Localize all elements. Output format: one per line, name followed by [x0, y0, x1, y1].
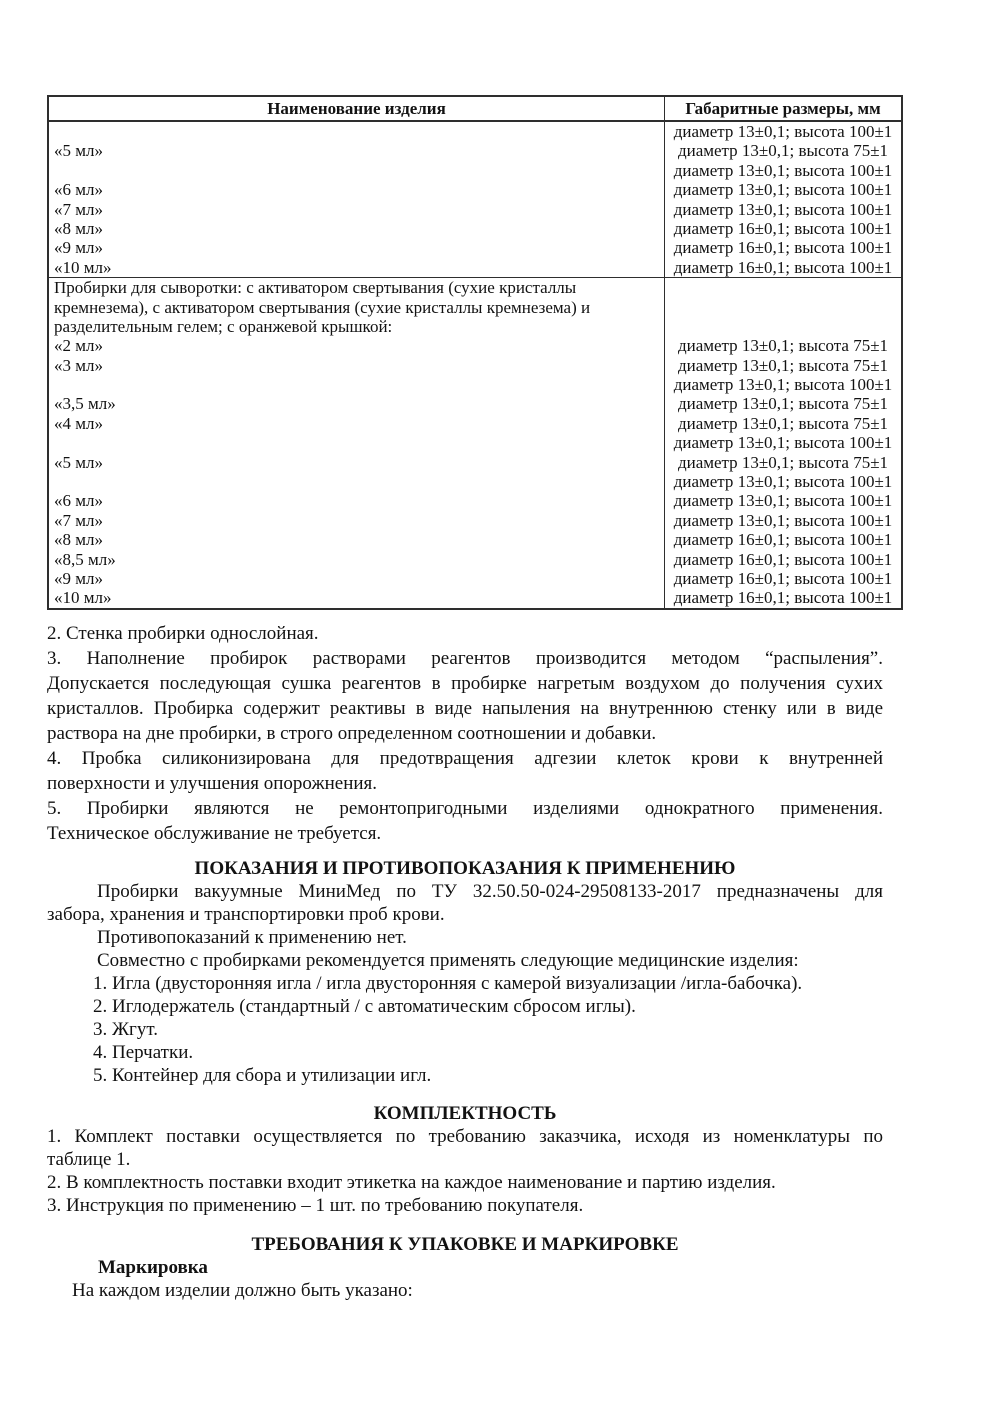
subheading-marking: Маркировка	[98, 1257, 208, 1278]
table-header-dimensions: Габаритные размеры, мм	[685, 99, 881, 118]
product-name-line: «5 мл»	[54, 141, 103, 161]
serum-tubes-dimensions-cell	[665, 278, 901, 608]
product-name-line: кремнезема), с активатором свертывания (сухие кристаллы кремнезема) и	[54, 297, 591, 317]
dimension-line: диаметр 16±0,1; высота 100±1	[673, 549, 893, 569]
dimension-line: диаметр 16±0,1; высота 100±1	[673, 218, 893, 238]
product-name-line	[49, 161, 664, 180]
product-name-line: «9 мл»	[54, 238, 103, 258]
paragraph-marking-intro	[47, 1279, 883, 1302]
text-line: 5. Контейнер для сбора и утилизации игл.	[93, 1065, 432, 1086]
dimension-line	[665, 298, 901, 317]
paragraph-single-use	[47, 796, 883, 846]
table-group-vacuum-tubes	[49, 122, 901, 277]
text-line: 4. Пробка силиконизирована для предотвращения адгезии клеток крови к внутренней	[47, 748, 883, 769]
serum-tubes-names-cell	[49, 278, 665, 608]
text-line: 2. Иглодержатель (стандартный / с автоматическим сбросом иглы).	[93, 996, 636, 1017]
dimension-line: диаметр 16±0,1; высота 100±1	[673, 568, 893, 588]
product-name-line: «4 мл»	[54, 413, 103, 433]
text-line: Совместно с пробирками рекомендуется применять следующие медицинские изделия:	[97, 950, 799, 971]
product-name-line: «6 мл»	[54, 180, 103, 200]
heading-packaging-marking: ТРЕБОВАНИЯ К УПАКОВКЕ И МАРКИРОВКЕ	[251, 1234, 679, 1255]
product-name-line: разделительным гелем; с оранжевой крышкой:	[54, 316, 393, 336]
text-line: кристаллов. Пробирка содержит реактивы в виде напыления на внутреннюю стенку или в виде	[47, 698, 883, 719]
text-line: 4. Перчатки.	[93, 1042, 194, 1063]
product-name-line	[49, 433, 664, 452]
text-line: поверхности и улучшения опорожнения.	[47, 773, 378, 794]
product-name-line	[49, 122, 664, 141]
paragraph-filling-method	[47, 646, 883, 746]
text-line: 2. В комплектность поставки входит этикетка на каждое наименование и партию изделия.	[47, 1172, 776, 1193]
dimension-line: диаметр 13±0,1; высота 100±1	[673, 199, 893, 219]
paragraph-no-contraindications	[47, 926, 883, 949]
product-name-line: «5 мл»	[54, 452, 103, 472]
dimension-line: диаметр 13±0,1; высота 100±1	[673, 433, 893, 453]
dimension-line: диаметр 16±0,1; высота 100±1	[673, 257, 893, 277]
text-line: На каждом изделии должно быть указано:	[72, 1280, 413, 1301]
dimension-line: диаметр 13±0,1; высота 100±1	[673, 160, 893, 180]
dimension-line: диаметр 13±0,1; высота 75±1	[677, 452, 889, 472]
product-name-line	[49, 375, 664, 394]
table-group-serum-tubes	[49, 277, 901, 608]
text-line: Противопоказаний к применению нет.	[97, 927, 407, 948]
paragraph-delivery-set	[47, 1125, 883, 1171]
dimension-line: диаметр 13±0,1; высота 75±1	[677, 336, 889, 356]
product-name-line: «7 мл»	[54, 199, 103, 219]
dimension-line: диаметр 16±0,1; высота 100±1	[673, 588, 893, 608]
text-line: забора, хранения и транспортировки проб крови.	[47, 904, 445, 925]
dimension-line: диаметр 13±0,1; высота 100±1	[673, 180, 893, 200]
list-recommended-devices	[47, 972, 883, 1087]
dimension-line	[665, 317, 901, 336]
text-line: 3. Жгут.	[93, 1019, 158, 1040]
dimension-line: диаметр 16±0,1; высота 100±1	[673, 238, 893, 258]
paragraph-siliconized-stopper	[47, 746, 883, 796]
dimension-line	[665, 278, 901, 297]
dimension-line: диаметр 13±0,1; высота 75±1	[677, 413, 889, 433]
dimension-line: диаметр 13±0,1; высота 100±1	[673, 122, 893, 141]
heading-indications: ПОКАЗАНИЯ И ПРОТИВОПОКАЗАНИЯ К ПРИМЕНЕНИЮ	[194, 858, 736, 879]
product-name-line	[49, 472, 664, 491]
text-line: 3. Инструкция по применению – 1 шт. по требованию покупателя.	[47, 1195, 584, 1216]
text-line: 1. Игла (двусторонняя игла / игла двусторонняя с камерой визуализации /игла-бабочка).	[93, 973, 803, 994]
product-dimensions-table	[47, 95, 903, 610]
heading-completeness: КОМПЛЕКТНОСТЬ	[373, 1103, 557, 1124]
vacuum-tubes-names-cell	[49, 122, 665, 277]
product-name-line: «7 мл»	[54, 510, 103, 530]
product-name-line: «10 мл»	[54, 588, 112, 608]
document-body	[47, 621, 883, 1302]
dimension-line: диаметр 13±0,1; высота 75±1	[677, 141, 889, 161]
product-name-line: «3,5 мл»	[54, 394, 116, 414]
text-line: таблице 1.	[47, 1149, 131, 1170]
product-name-line: «9 мл»	[54, 568, 103, 588]
product-name-line: «3 мл»	[54, 355, 103, 375]
paragraph-purpose	[47, 880, 883, 926]
dimension-line: диаметр 13±0,1; высота 75±1	[677, 355, 889, 375]
dimension-line: диаметр 13±0,1; высота 75±1	[677, 394, 889, 414]
product-name-line: «2 мл»	[54, 336, 103, 356]
paragraph-instructions-included	[47, 1194, 883, 1217]
table-header-product-name: Наименование изделия	[49, 97, 665, 120]
text-line: 3. Наполнение пробирок растворами реагентов производится методом “распыления”.	[47, 648, 883, 669]
dimension-line: диаметр 13±0,1; высота 100±1	[673, 375, 893, 395]
text-line: Допускается последующая сушка реагентов в пробирке нагретым воздухом до получения сухих	[47, 673, 883, 694]
dimension-line: диаметр 13±0,1; высота 100±1	[673, 472, 893, 492]
paragraph-label-included	[47, 1171, 883, 1194]
product-name-line: «6 мл»	[54, 491, 103, 511]
product-name-line: Пробирки для сыворотки: с активатором свертывания (сухие кристаллы	[54, 278, 577, 298]
product-name-line: «10 мл»	[54, 257, 112, 277]
dimension-line: диаметр 16±0,1; высота 100±1	[673, 530, 893, 550]
vacuum-tubes-dimensions-cell	[665, 122, 901, 277]
dimension-line: диаметр 13±0,1; высота 100±1	[673, 510, 893, 530]
text-line: Техническое обслуживание не требуется.	[47, 823, 382, 844]
table-header-row	[49, 97, 901, 122]
text-line: 2. Стенка пробирки однослойная.	[47, 623, 319, 644]
dimension-line: диаметр 13±0,1; высота 100±1	[673, 491, 893, 511]
text-line: Пробирки вакуумные МиниМед по ТУ 32.50.50-024-29508133-2017 предназначены для	[97, 881, 883, 902]
paragraph-wall-single-layer	[47, 621, 883, 646]
product-name-line: «8 мл»	[54, 218, 103, 238]
paragraph-recommended-devices-intro	[47, 949, 883, 972]
product-name-line: «8,5 мл»	[54, 549, 116, 569]
product-name-line: «8 мл»	[54, 530, 103, 550]
text-line: раствора на дне пробирки, в строго определенном соотношении и добавки.	[47, 723, 657, 744]
text-line: 1. Комплект поставки осуществляется по требованию заказчика, исходя из номенклатуры по	[47, 1126, 883, 1147]
text-line: 5. Пробирки являются не ремонтопригодными изделиями однократного применения.	[47, 798, 883, 819]
